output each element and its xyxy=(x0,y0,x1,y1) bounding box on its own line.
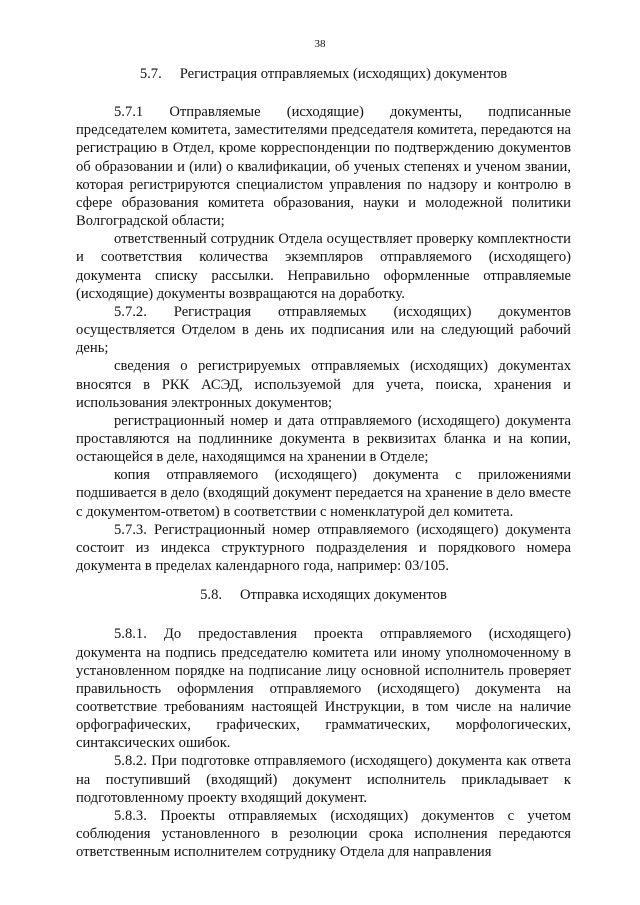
section-title: Регистрация отправляемых (исходящих) документов xyxy=(179,66,508,82)
page-number: 38 xyxy=(314,38,326,50)
section-title: Отправка исходящих документов xyxy=(240,587,447,604)
section-heading-5-7 xyxy=(76,65,571,83)
section-heading-5-8 xyxy=(76,586,571,604)
paragraph-5-8-1: 5.8.1. До предоставления проекта отправляемого (исходящего) документа на подпись председателю комитета или иному уполномоченному в установленном порядке на подписание лицу основной исполнитель проверяет правильность оформления отправляемого (исходящего) документа на соответствие требованиям настоящей Инструкции, в том числе на наличие орфографических, графических, грамматических, морфологических, синтаксических ошибок. xyxy=(76,626,571,752)
paragraph-responsible-employee: ответственный сотрудник Отдела осуществляет проверку комплектности и соответствия количества экземпляров отправляемого (исходящего) документа списку рассылки. Неправильно оформленные отправляемые (исходящие) документы возвращаются на доработку. xyxy=(76,231,571,302)
section-number: 5.7. xyxy=(139,66,162,82)
section-number: 5.8. xyxy=(200,587,223,604)
paragraph-5-8-2: 5.8.2. При подготовке отправляемого (исходящего) документа как ответа на поступивший (входящий) документ исполнитель прикладывает к подготовленному проекту входящий документ. xyxy=(76,753,571,806)
paragraph-registration-number: регистрационный номер и дата отправляемого (исходящего) документа проставляются на подлиннике документа в реквизитах бланка и на копии, остающейся в деле, находящимся на хранении в Отделе; xyxy=(76,412,571,466)
paragraph-5-7-3: 5.7.3. Регистрационный номер отправляемого (исходящего) документа состоит из индекса структурного подразделения и порядкового номера документа в пределах календарного года, например: 03/105. xyxy=(76,521,571,575)
paragraph-registration-info: сведения о регистрируемых отправляемых (исходящих) документах вносятся в РКК АСЭД, используемой для учета, поиска, хранения и использования электронных документов; xyxy=(76,358,571,411)
paragraph-5-7-2: 5.7.2. Регистрация отправляемых (исходящих) документов осуществляется Отделом в день их подписания или на следующий рабочий день; xyxy=(76,303,571,357)
paragraph-5-8-3: 5.8.3. Проекты отправляемых (исходящих) документов с учетом соблюдения установленного в резолюции срока исполнения передаются ответственным исполнителем сотруднику Отдела для направления xyxy=(76,807,571,861)
paragraph-copy-filing: копия отправляемого (исходящего) документа с приложениями подшивается в дело (входящий документ передается на хранение в дело вместе с документом-ответом) в соответствии с номенклатурой дел комитета. xyxy=(76,467,571,520)
paragraph-5-7-1: 5.7.1 Отправляемые (исходящие) документы, подписанные председателем комитета, заместителями председателя комитета, передаются на регистрацию в Отдел, кроме корреспонденции по подтверждению документов об образовании и (или) о квалификации, об ученых степенях и ученом звании, которая регистрируются специалистом управления по надзору и контролю в сфере образования комитета образования, науки и молодежной политики Волгоградской области; xyxy=(76,104,571,230)
document-body xyxy=(76,65,571,861)
